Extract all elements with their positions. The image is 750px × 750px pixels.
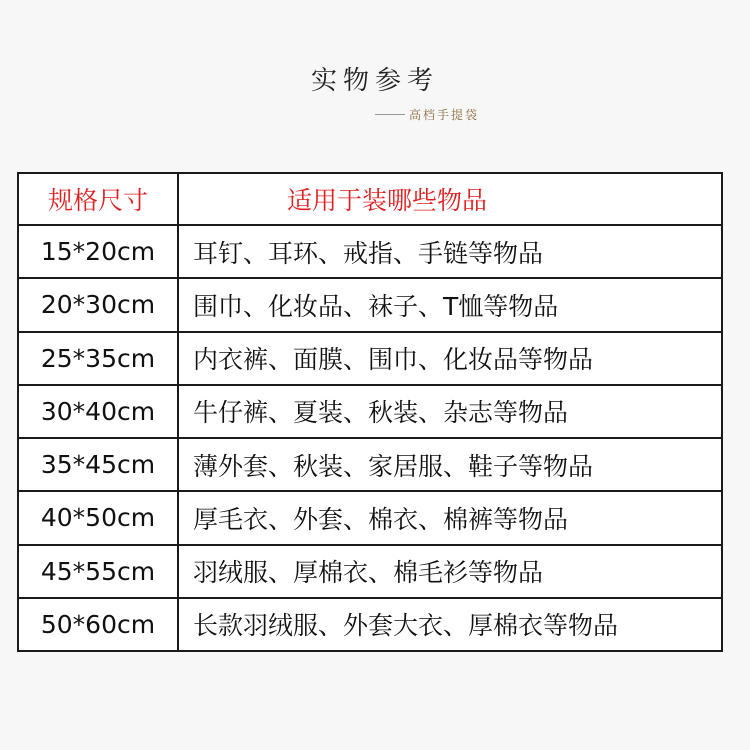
size-cell: 45*55cm xyxy=(18,545,178,598)
items-cell: 薄外套、秋装、家居服、鞋子等物品 xyxy=(178,438,722,491)
size-cell: 20*30cm xyxy=(18,278,178,331)
table-row xyxy=(18,332,722,385)
size-cell: 30*40cm xyxy=(18,385,178,438)
table-row xyxy=(18,545,722,598)
subtitle-divider xyxy=(375,114,405,115)
items-cell: 厚毛衣、外套、棉衣、棉裤等物品 xyxy=(178,491,722,544)
column-header-items: 适用于装哪些物品 xyxy=(178,173,722,225)
size-cell: 35*45cm xyxy=(18,438,178,491)
items-cell: 内衣裤、面膜、围巾、化妆品等物品 xyxy=(178,332,722,385)
page-title: 实物参考 xyxy=(310,66,439,96)
subtitle: 高档手提袋 xyxy=(409,108,480,122)
size-table xyxy=(17,172,723,652)
column-header-size: 规格尺寸 xyxy=(18,173,178,225)
items-cell: 牛仔裤、夏装、秋装、杂志等物品 xyxy=(178,385,722,438)
table-row xyxy=(18,225,722,278)
table-header-row xyxy=(18,173,722,225)
table-row xyxy=(18,491,722,544)
size-cell: 25*35cm xyxy=(18,332,178,385)
items-cell: 羽绒服、厚棉衣、棉毛衫等物品 xyxy=(178,545,722,598)
table-row xyxy=(18,598,722,651)
table-row xyxy=(18,438,722,491)
table-row xyxy=(18,278,722,331)
table-row xyxy=(18,385,722,438)
size-cell: 40*50cm xyxy=(18,491,178,544)
items-cell: 围巾、化妆品、袜子、T恤等物品 xyxy=(178,278,722,331)
size-cell: 15*20cm xyxy=(18,225,178,278)
subtitle-block xyxy=(375,106,479,123)
items-cell: 长款羽绒服、外套大衣、厚棉衣等物品 xyxy=(178,598,722,651)
items-cell: 耳钉、耳环、戒指、手链等物品 xyxy=(178,225,722,278)
size-cell: 50*60cm xyxy=(18,598,178,651)
